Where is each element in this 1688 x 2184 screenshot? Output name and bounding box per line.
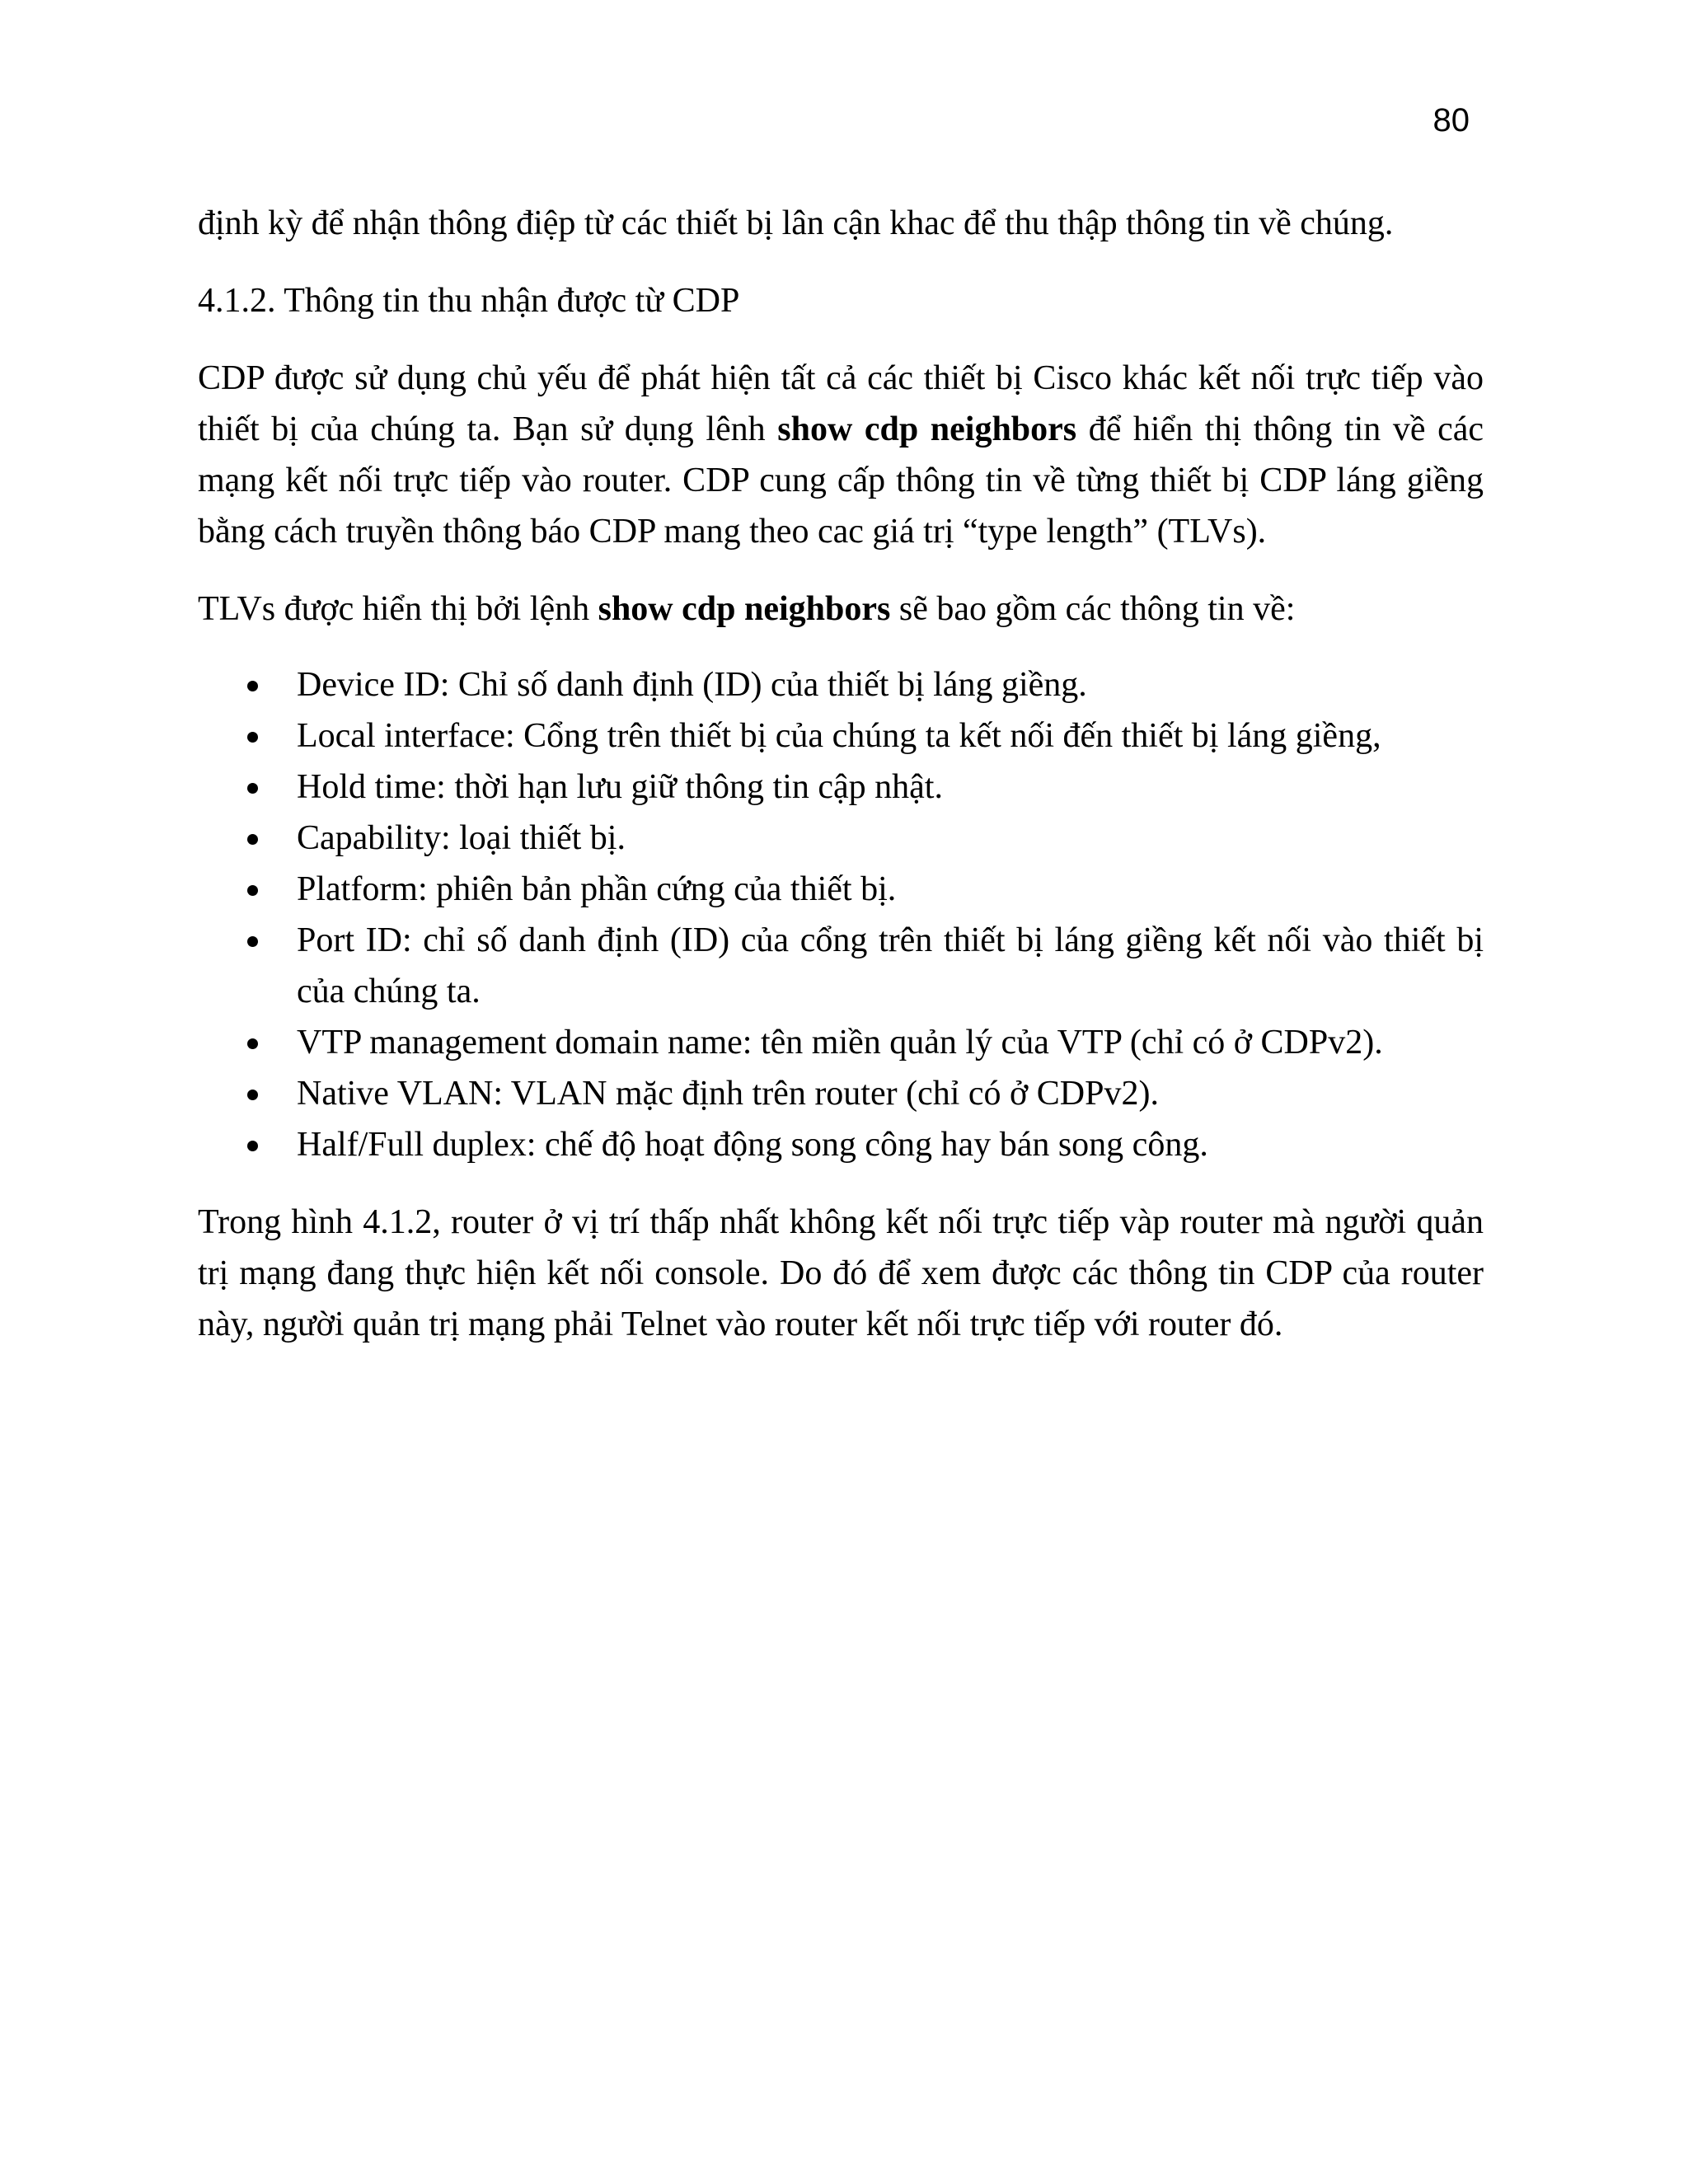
tlv-intro-paragraph — [198, 583, 1484, 635]
tlv-intro-text-2: sẽ bao gồm các thông tin về: — [890, 590, 1296, 628]
section-heading: 4.1.2. Thông tin thu nhận được từ CDP — [198, 282, 740, 320]
list-item: Local interface: Cổng trên thiết bị của chúng ta kết nối đến thiết bị láng giềng, — [198, 710, 1484, 762]
bullet-icon — [247, 1090, 258, 1100]
list-item: Native VLAN: VLAN mặc định trên router (chỉ có ở CDPv2). — [198, 1068, 1484, 1119]
tlv-intro-text-1: TLVs được hiển thị bởi lệnh — [198, 590, 598, 628]
tlv-bullet-list — [198, 659, 1484, 1170]
list-item: Port ID: chỉ số danh định (ID) của cổng trên thiết bị láng giềng kết nối vào thiết bị của chúng ta. — [198, 915, 1484, 1017]
bullet-icon — [247, 681, 258, 691]
figure-reference-paragraph: Trong hình 4.1.2, router ở vị trí thấp nhất không kết nối trực tiếp vàp router mà người quản trị mạng đang thực hiện kết nối console. Do đó để xem được các thông tin CDP của router này, người quản trị mạng phải Telnet vào router kết nối trực tiếp với router đó. — [198, 1203, 1484, 1343]
list-item: Hold time: thời hạn lưu giữ thông tin cập nhật. — [198, 762, 1484, 813]
list-item: Half/Full duplex: chế độ hoạt động song công hay bán song công. — [198, 1119, 1484, 1170]
bullet-icon — [247, 732, 258, 743]
list-item: Platform: phiên bản phần cứng của thiết bị. — [198, 864, 1484, 915]
bullet-icon — [247, 936, 258, 947]
cdp-intro-text-2: để hiển thị thông tin về các mạng kết nối trực tiếp vào router. CDP cung cấp thông tin về từng thiết bị CDP láng giềng bằng cách truyền thông báo CDP mang theo cac giá trị “type length” (TLVs). — [198, 410, 1484, 551]
page-content — [198, 198, 1484, 1376]
bullet-icon — [247, 1038, 258, 1049]
command-show-cdp-neighbors-2: show cdp neighbors — [598, 590, 891, 628]
list-item: Capability: loại thiết bị. — [198, 813, 1484, 864]
bullet-icon — [247, 834, 258, 845]
page-number: 80 — [1432, 102, 1470, 138]
bullet-icon — [247, 885, 258, 896]
cdp-intro-text-1: CDP được sử dụng chủ yếu để phát hiện tất cả các thiết bị Cisco khác kết nối trực tiếp vào thiết bị của chúng ta. Bạn sử dụng lênh — [198, 359, 1484, 448]
cdp-intro-paragraph — [198, 353, 1484, 557]
list-item: VTP management domain name: tên miền quản lý của VTP (chỉ có ở CDPv2). — [198, 1017, 1484, 1068]
bullet-icon — [247, 1141, 258, 1151]
continuation-paragraph: định kỳ để nhận thông điệp từ các thiết bị lân cận khac để thu thập thông tin về chúng. — [198, 204, 1394, 242]
list-item: Device ID: Chỉ số danh định (ID) của thiết bị láng giềng. — [198, 659, 1484, 710]
command-show-cdp-neighbors: show cdp neighbors — [777, 410, 1077, 448]
bullet-icon — [247, 783, 258, 794]
